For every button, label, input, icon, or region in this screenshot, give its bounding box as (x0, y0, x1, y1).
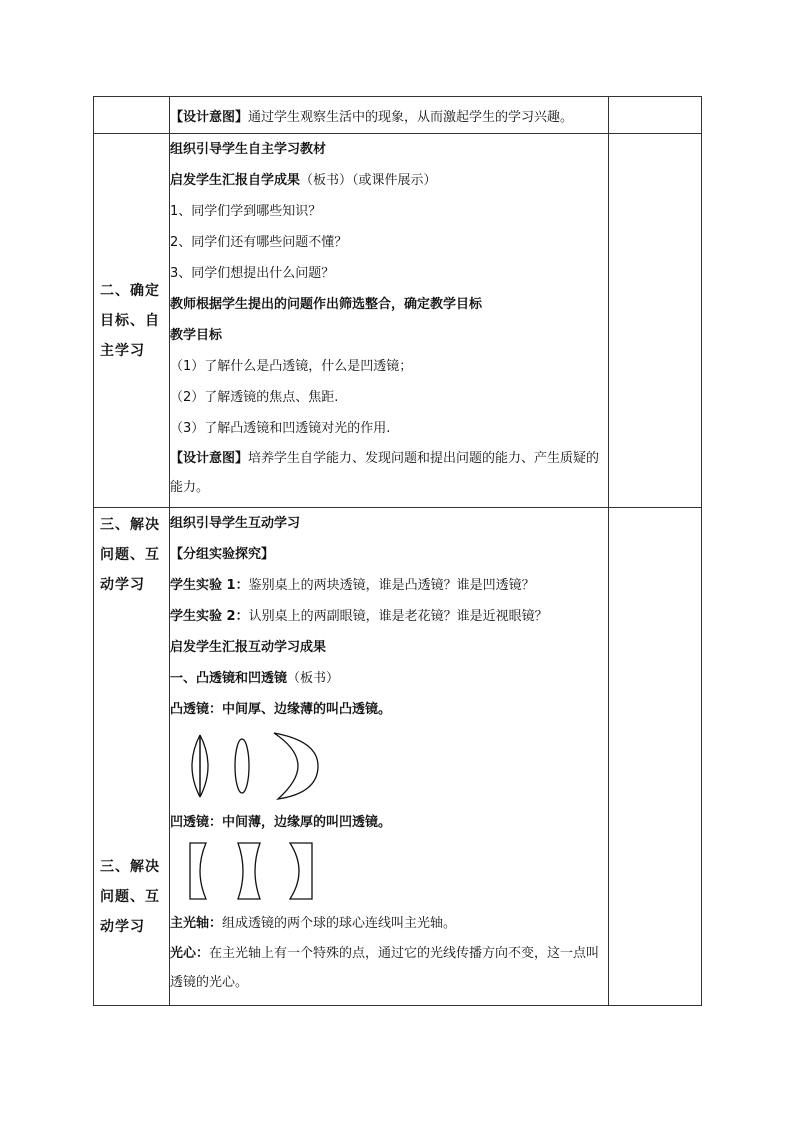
question-3: 3、同学们想提出什么问题？ (170, 266, 335, 281)
convex-lens-figure (170, 725, 608, 807)
row1-content-cell (170, 97, 609, 134)
design-intent-row (94, 97, 702, 134)
section-board-note: （板书） (287, 671, 340, 686)
row3-label-bottom: 三、解决问题、互动学习 (100, 859, 160, 935)
line-organize-interactive: 组织引导学生互动学习 (170, 516, 301, 531)
self-study-row (94, 134, 702, 508)
question-2: 2、同学们还有哪些问题不懂？ (170, 235, 348, 250)
section-heading-lenses: 一、凸透镜和凹透镜 (170, 671, 288, 686)
concave-definition: 凹透镜：中间薄，边缘厚的叫凹透镜。 (170, 815, 392, 830)
design-intent-tag: 【设计意图】 (170, 110, 249, 125)
convex-lens-shapes-icon (186, 731, 326, 801)
line-board-note: （板书）（或课件展示） (300, 173, 437, 188)
row2-label-cell (94, 134, 170, 508)
row3-label-cell (94, 508, 170, 1006)
line-report-interactive: 启发学生汇报互动学习成果 (170, 640, 327, 655)
goal-3: （3）了解凸透镜和凹透镜对光的作用. (170, 421, 391, 436)
principal-axis-text: 组成透镜的两个球的球心连线叫主光轴。 (222, 916, 457, 931)
row3-note-cell (609, 508, 702, 1006)
experiment-2-label: 学生实验 2： (170, 609, 249, 624)
design-intent-text: 通过学生观察生活中的现象，从而激起学生的学习兴趣。 (248, 110, 574, 125)
principal-axis-label: 主光轴： (170, 916, 223, 931)
design-intent-tag-2: 【设计意图】 (170, 451, 249, 466)
row2-label: 二、确定目标、自主学习 (100, 282, 160, 359)
concave-lens-shapes-icon (188, 840, 328, 902)
row1-label-cell (94, 97, 170, 134)
experiment-1-label: 学生实验 1： (170, 578, 249, 593)
optical-center-label: 光心： (170, 946, 210, 961)
line-organize-self-study: 组织引导学生自主学习教材 (170, 142, 327, 157)
design-intent-text-2: 培养学生自学能力、发现问题和提出问题的能力、产生质疑的能力。 (170, 451, 600, 495)
group-experiment-heading: 【分组实验探究】 (170, 547, 275, 562)
experiment-1-text: 鉴别桌上的两块透镜，谁是凸透镜？谁是凹透镜？ (248, 578, 535, 593)
lesson-plan-table (93, 96, 702, 1006)
concave-lens-figure (170, 838, 608, 908)
row3-content-cell (170, 508, 609, 1006)
goal-1: （1）了解什么是凸透镜，什么是凹透镜； (170, 359, 413, 374)
row1-note-cell (609, 97, 702, 134)
row2-note-cell (609, 134, 702, 508)
line-report-self-study: 启发学生汇报自学成果 (170, 173, 301, 188)
row3-label-top: 三、解决问题、互动学习 (100, 517, 160, 593)
convex-definition: 凸透镜：中间厚、边缘薄的叫凸透镜。 (170, 702, 392, 717)
experiment-2-text: 认别桌上的两副眼镜，谁是老花镜？谁是近视眼镜？ (248, 609, 548, 624)
teaching-goals-heading: 教学目标 (170, 328, 223, 343)
line-teacher-screen: 教师根据学生提出的问题作出筛选整合，确定教学目标 (170, 297, 483, 312)
row2-content-cell (170, 134, 609, 508)
interactive-learning-row (94, 508, 702, 1006)
goal-2: （2）了解透镜的焦点、焦距. (170, 390, 339, 405)
optical-center-text: 在主光轴上有一个特殊的点，通过它的光线传播方向不变，这一点叫透镜的光心。 (170, 946, 600, 990)
question-1: 1、同学们学到哪些知识？ (170, 204, 322, 219)
